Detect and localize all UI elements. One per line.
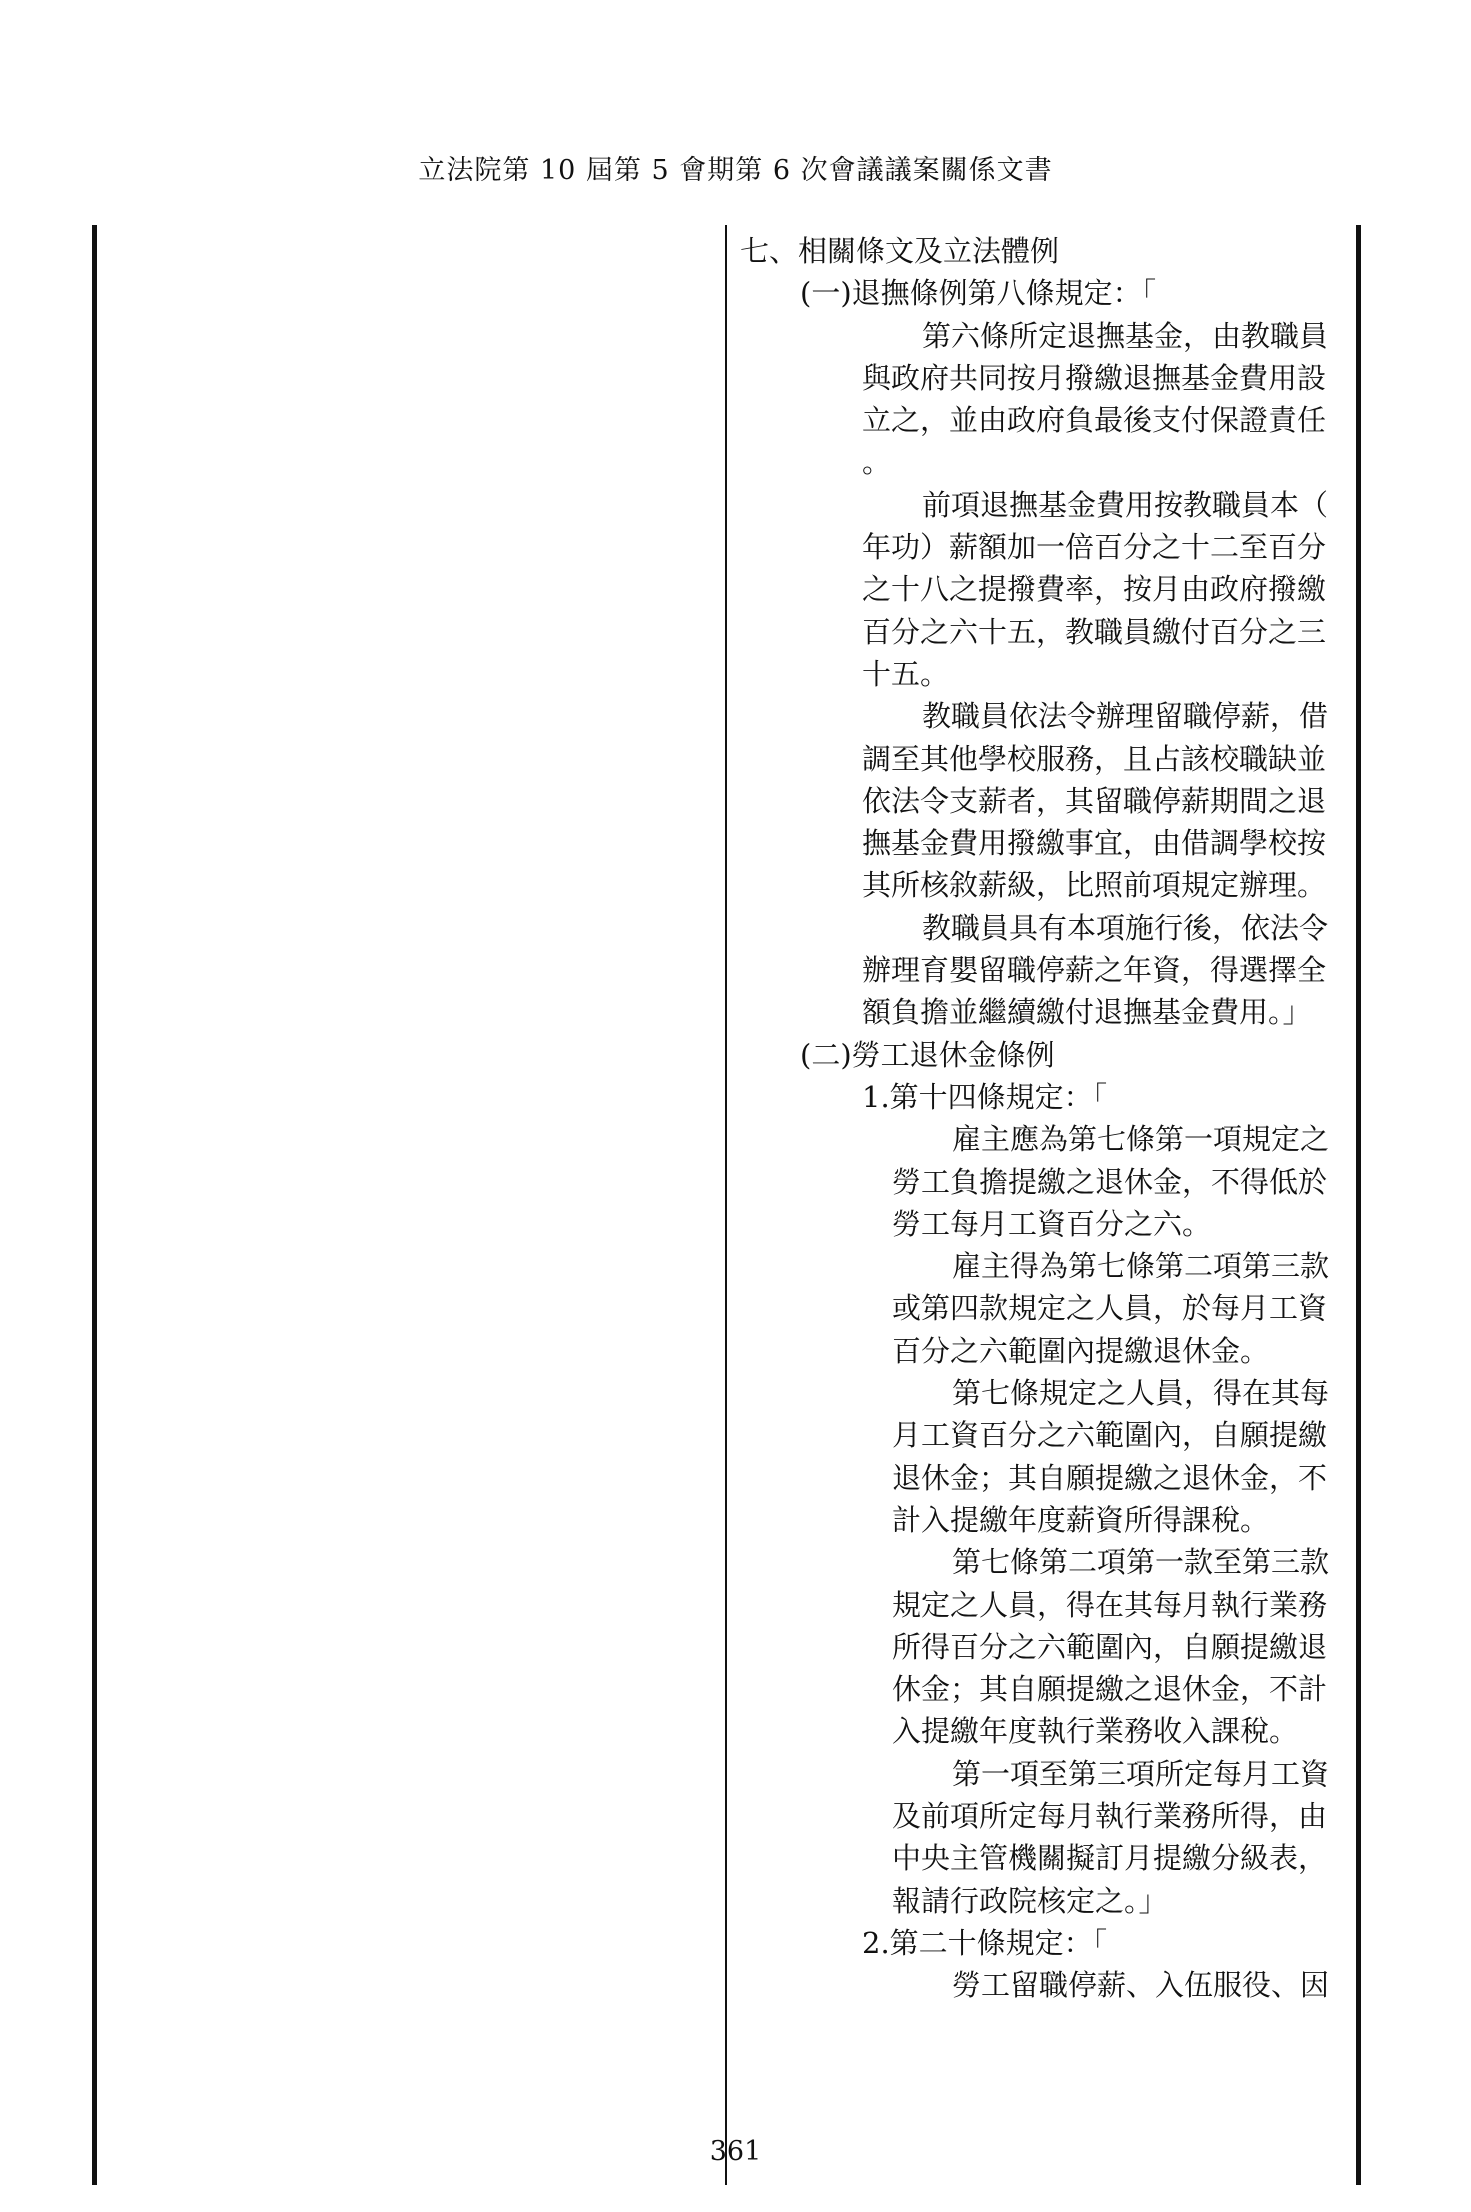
text-line: 或第四款規定之人員，於每月工資 xyxy=(892,1291,1328,1326)
text-line: 年功）薪額加一倍百分之十二至百分 xyxy=(862,530,1327,565)
text-line: (一)退撫條例第八條規定：「 xyxy=(800,276,1157,311)
text-line: 勞工負擔提繳之退休金，不得低於 xyxy=(892,1164,1328,1199)
text-line: 百分之六範圍內提繳退休金。 xyxy=(892,1333,1270,1368)
text-line: 十五。 xyxy=(862,656,950,691)
text-line: 報請行政院核定之。」 xyxy=(892,1883,1168,1918)
text-line: 教職員依法令辦理留職停薪，借 xyxy=(922,699,1329,734)
text-line: 1.第十四條規定：「 xyxy=(862,1079,1108,1114)
text-line: 撫基金費用撥繳事宜，由借調學校按 xyxy=(862,826,1327,861)
text-line: 之十八之提撥費率，按月由政府撥繳 xyxy=(862,572,1327,607)
column-divider-rule xyxy=(725,225,727,2185)
text-line: 依法令支薪者，其留職停薪期間之退 xyxy=(862,783,1327,818)
text-line: 前項退撫基金費用按教職員本（ xyxy=(922,487,1329,522)
text-line: 退休金；其自願提繳之退休金，不 xyxy=(892,1460,1328,1495)
text-line: 所得百分之六範圍內，自願提繳退 xyxy=(892,1629,1328,1664)
text-line: 及前項所定每月執行業務所得，由 xyxy=(892,1798,1328,1833)
page-number: 361 xyxy=(709,2136,762,2167)
text-line: 規定之人員，得在其每月執行業務 xyxy=(892,1587,1328,1622)
text-line: 額負擔並繼續繳付退撫基金費用。」 xyxy=(862,995,1312,1030)
text-line: 第七條規定之人員，得在其每 xyxy=(952,1376,1330,1411)
text-line: 勞工每月工資百分之六。 xyxy=(892,1206,1212,1241)
text-line: (二)勞工退休金條例 xyxy=(800,1037,1055,1072)
text-line: 雇主應為第七條第一項規定之 xyxy=(952,1122,1330,1157)
text-line: 2.第二十條規定：「 xyxy=(862,1925,1108,1960)
left-border-rule xyxy=(92,225,97,2185)
right-border-rule xyxy=(1356,225,1361,2185)
text-line: 調至其他學校服務，且占該校職缺並 xyxy=(862,741,1327,776)
text-line: 立之，並由政府負最後支付保證責任 xyxy=(862,403,1327,438)
text-line: 。 xyxy=(862,445,892,480)
text-line: 第六條所定退撫基金，由教職員 xyxy=(922,318,1329,353)
text-line: 七、相關條文及立法體例 xyxy=(740,234,1060,268)
text-line: 休金；其自願提繳之退休金，不計 xyxy=(892,1672,1328,1707)
text-line: 百分之六十五，教職員繳付百分之三 xyxy=(862,614,1327,649)
text-line: 計入提繳年度薪資所得課稅。 xyxy=(892,1502,1270,1537)
text-line: 月工資百分之六範圍內，自願提繳 xyxy=(892,1418,1328,1453)
document-header: 立法院第 10 屆第 5 會期第 6 次會議議案關係文書 xyxy=(418,155,1053,186)
text-line: 辦理育嬰留職停薪之年資，得選擇全 xyxy=(862,953,1327,988)
right-column-text xyxy=(740,230,1340,2006)
text-line: 教職員具有本項施行後，依法令 xyxy=(922,910,1329,945)
text-line: 與政府共同按月撥繳退撫基金費用設 xyxy=(862,360,1327,395)
text-line: 雇主得為第七條第二項第三款 xyxy=(952,1249,1330,1284)
text-line: 入提繳年度執行業務收入課稅。 xyxy=(892,1714,1299,1749)
text-line: 第一項至第三項所定每月工資 xyxy=(952,1756,1330,1791)
text-line: 勞工留職停薪、入伍服役、因 xyxy=(952,1968,1330,2003)
text-line: 中央主管機關擬訂月提繳分級表， xyxy=(892,1841,1328,1876)
text-line: 第七條第二項第一款至第三款 xyxy=(952,1545,1330,1580)
text-line: 其所核敘薪級，比照前項規定辦理。 xyxy=(862,868,1327,903)
